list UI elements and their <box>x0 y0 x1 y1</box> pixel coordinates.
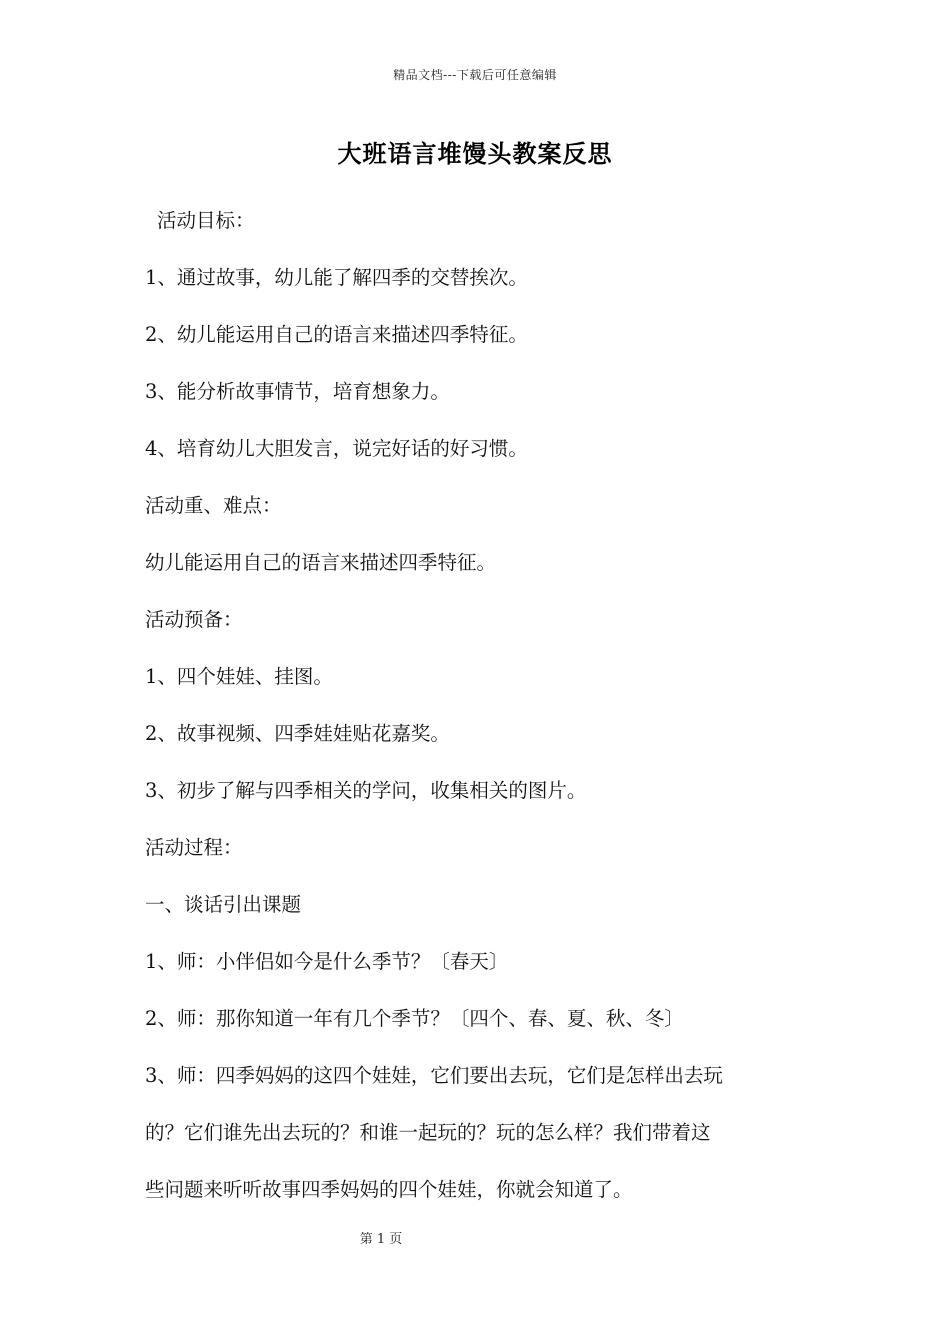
document-title: 大班语言堆馒头教案反思 <box>337 139 613 168</box>
section-heading-preparation: 活动预备： <box>145 608 243 631</box>
paragraph-line: 1、通过故事，幼儿能了解四季的交替挨次。 <box>145 266 528 289</box>
header-note: 精品文档---下载后可任意编辑 <box>393 68 557 82</box>
paragraph-line: 些问题来听听故事四季妈妈的四个娃娃，你就会知道了。 <box>145 1178 633 1201</box>
paragraph-line: 3、师：四季妈妈的这四个娃娃，它们要出去玩，它们是怎样出去玩 <box>145 1064 723 1087</box>
section-heading-key-points: 活动重、难点： <box>145 494 282 517</box>
paragraph-line: 2、师：那你知道一年有几个季节？〔四个、春、夏、秋、冬〕 <box>145 1007 684 1030</box>
paragraph-line: 2、幼儿能运用自己的语言来描述四季特征。 <box>145 323 528 346</box>
paragraph-line: 3、初步了解与四季相关的学问，收集相关的图片。 <box>145 779 587 802</box>
paragraph-line: 4、培育幼儿大胆发言，说完好话的好习惯。 <box>145 437 528 460</box>
paragraph-line: 3、能分析故事情节，培育想象力。 <box>145 380 450 403</box>
paragraph-line: 2、故事视频、四季娃娃贴花嘉奖。 <box>145 722 450 745</box>
paragraph-line: 1、师：小伴侣如今是什么季节？〔春天〕 <box>145 950 509 973</box>
page-number: 第 1 页 <box>359 1232 403 1247</box>
paragraph-line: 的？它们谁先出去玩的？和谁一起玩的？玩的怎么样？我们带着这 <box>145 1121 711 1144</box>
paragraph-line: 1、四个娃娃、挂图。 <box>145 665 333 688</box>
section-heading-goals: 活动目标： <box>157 209 255 232</box>
subsection-heading: 一、谈话引出课题 <box>145 893 302 916</box>
paragraph-line: 幼儿能运用自己的语言来描述四季特征。 <box>145 551 497 574</box>
section-heading-process: 活动过程： <box>145 836 243 859</box>
